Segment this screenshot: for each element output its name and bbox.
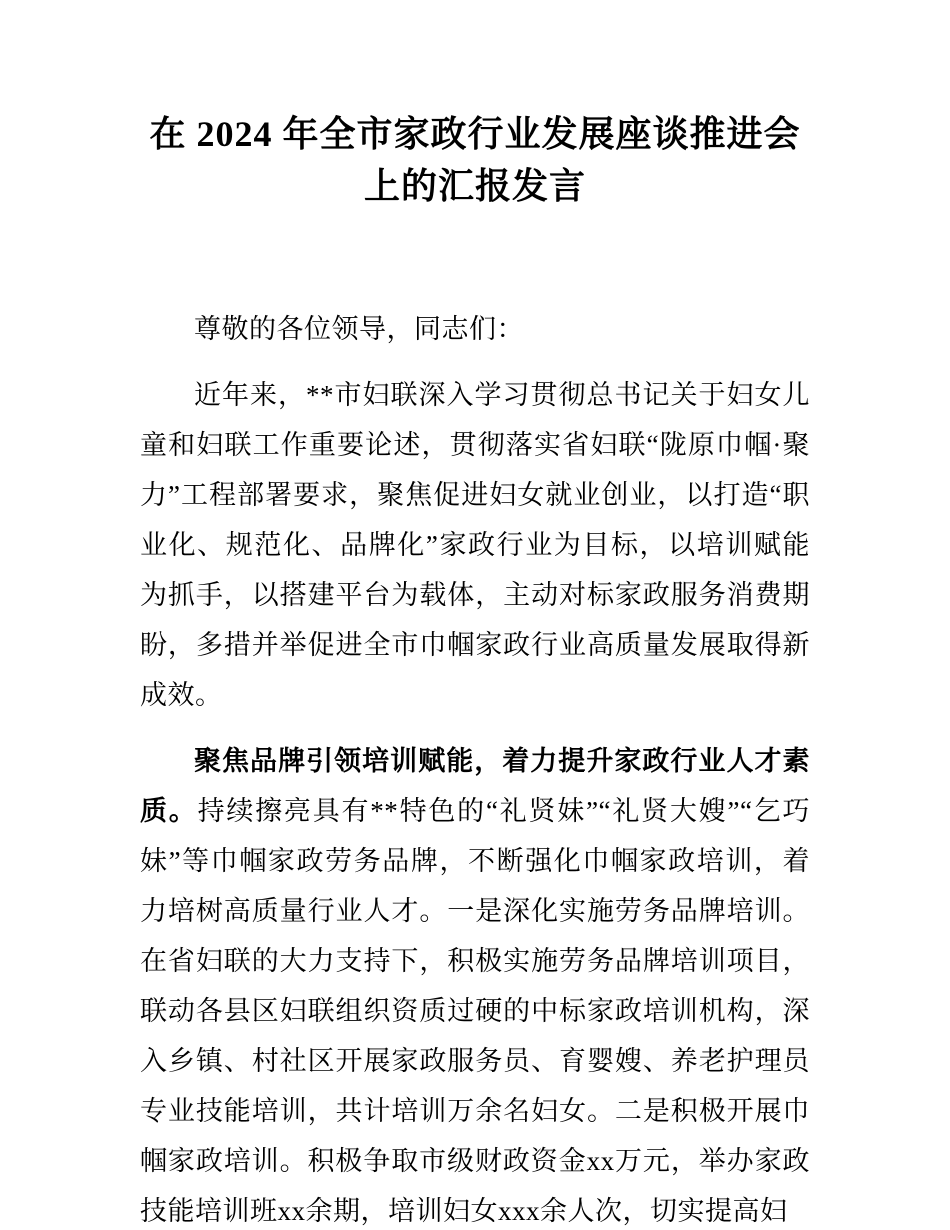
paragraph-overview-text: 近年来，**市妇联深入学习贯彻总书记关于妇女儿童和妇联工作重要论述，贯彻落实省妇联“陇原巾帼·聚力”工程部署要求，聚焦促进妇女就业创业，以打造“职业化、规范化、品牌化”家政行业为目标，以培训赋能为抓手，以搭建平台为载体，主动对标家政服务消费期盼，多措并举促进全市巾帼家政行业高质量发展取得新成效。 bbox=[140, 380, 810, 710]
salutation-line: 尊敬的各位领导，同志们： bbox=[194, 314, 524, 344]
paragraph-brand-training-text: 持续擦亮具有**特色的“礼贤妹”“礼贤大嫂”“乞巧妹”等巾帼家政劳务品牌，不断强化巾帼家政培训，着力培树高质量行业人才。一是深化实施劳务品牌培训。在省妇联的大力支持下，积极实施劳务品牌培训项目，联动各县区妇联组织资质过硬的中标家政培训机构，深入乡镇、村社区开展家政服务员、育婴嫂、养老护理员专业技能培训，共计培训万余名妇女。二是积极开展巾帼家政培训。积极争取市级财政资金xx万元，举办家政技能培训班xx余期，培训妇女xxx余人次，切实提高妇 bbox=[140, 796, 811, 1226]
paragraph-brand-training-bold-lead: 聚焦品牌引领培训赋能，着力提升家政行业人才素质。 bbox=[140, 746, 810, 826]
document-title: 在 2024 年全市家政行业发展座谈推进会上的汇报发言 bbox=[149, 114, 801, 206]
paragraph-overview bbox=[140, 370, 810, 720]
paragraph-brand-training bbox=[140, 736, 810, 1230]
